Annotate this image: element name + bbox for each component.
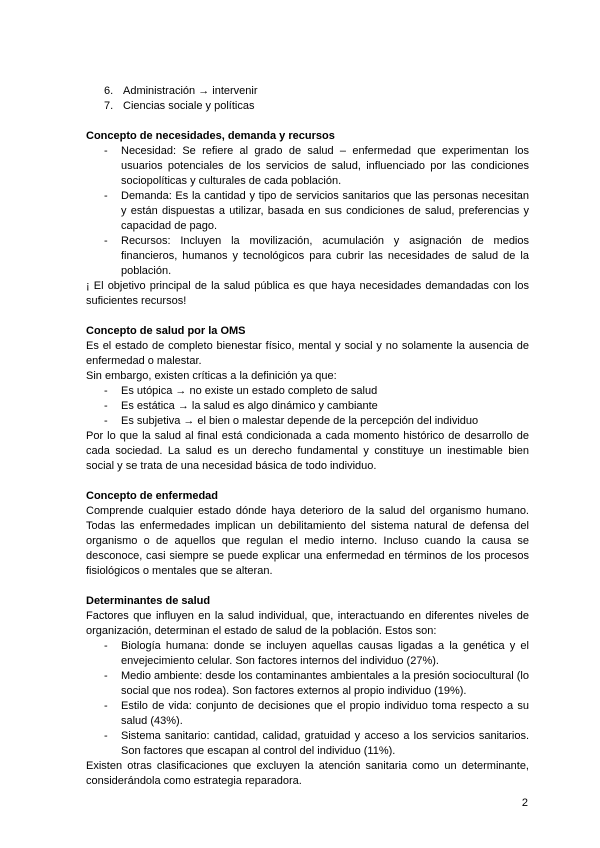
list-item <box>86 729 529 759</box>
dash-bullet: - <box>104 145 108 157</box>
page-number: 2 <box>521 797 528 809</box>
dash-bullet: - <box>104 385 108 397</box>
bullet-text: Medio ambiente: desde los contaminantes ambientales a la presión sociocultural (lo social que nos rodea). Son factores externos al propio individuo (19%). <box>121 670 529 697</box>
paragraph: Factores que influyen en la salud individual, que, interactuando en diferentes niveles de organización, determinan el estado de salud de la población. Estos son: <box>86 610 529 637</box>
numbered-list <box>86 84 529 114</box>
bullet-text: Recursos: Incluyen la movilización, acumulación y asignación de medios financieros, humanos y tecnológicos para cubrir las necesidades de salud de la población. <box>121 235 529 277</box>
paragraph: Comprende cualquier estado dónde haya deterioro de la salud del organismo humano. Todas las enfermedades implican un debilitamiento del sistema natural de defensa del organismo o de aquellos que regulan el medio interno. Incluso cuando la causa se desconoce, casi siempre se puede explicar una enfermedad en términos de los procesos fisiológicos o mentales que se alteran. <box>86 505 529 577</box>
bullet-text: Es estática → la salud es algo dinámico y cambiante <box>121 400 378 412</box>
paragraph: Sin embargo, existen críticas a la definición ya que: <box>86 370 337 382</box>
dash-bullet: - <box>104 700 108 712</box>
list-item <box>86 144 529 189</box>
bullet-list-criticas <box>86 384 529 429</box>
section-heading-salud-oms: Concepto de salud por la OMS <box>86 325 246 337</box>
dash-bullet: - <box>104 190 108 202</box>
paragraph: Es el estado de completo bienestar físico, mental y social y no solamente la ausencia de enfermedad o malestar. <box>86 340 529 367</box>
dash-bullet: - <box>104 415 108 427</box>
bullet-list-necesidades <box>86 144 529 279</box>
list-item <box>86 399 529 414</box>
list-item <box>86 669 529 699</box>
section-heading-enfermedad: Concepto de enfermedad <box>86 490 219 502</box>
bullet-list-determinantes <box>86 639 529 759</box>
section-heading-necesidades: Concepto de necesidades, demanda y recursos <box>86 130 335 142</box>
document-page <box>86 84 529 789</box>
list-number: 6. <box>104 85 114 97</box>
bullet-text: Es utópica → no existe un estado completo de salud <box>121 385 378 397</box>
list-item <box>86 699 529 729</box>
bullet-text: Biología humana: donde se incluyen aquellas causas ligadas a la genética y el envejecimiento celular. Son factores internos del individuo (27%). <box>121 640 529 667</box>
list-item <box>86 189 529 234</box>
list-item <box>86 84 529 99</box>
dash-bullet: - <box>104 235 108 247</box>
list-number: 7. <box>104 100 114 112</box>
list-item <box>86 639 529 669</box>
dash-bullet: - <box>104 640 108 652</box>
list-text: Administración → intervenir <box>123 85 258 97</box>
dash-bullet: - <box>104 400 108 412</box>
list-item <box>86 234 529 279</box>
bullet-text: Necesidad: Se refiere al grado de salud – enfermedad que experimentan los usuarios potenciales de los servicios de salud, influenciado por las condiciones sociopolíticas y culturales de cada población. <box>121 145 529 187</box>
bullet-text: Sistema sanitario: cantidad, calidad, gratuidad y acceso a los servicios sanitarios. Son factores que escapan al control del individuo (11%). <box>121 730 529 757</box>
dash-bullet: - <box>104 670 108 682</box>
objective-note: ¡ El objetivo principal de la salud pública es que haya necesidades demandadas con los suficientes recursos! <box>86 280 529 307</box>
bullet-text: Estilo de vida: conjunto de decisiones que el propio individuo toma respecto a su salud (43%). <box>121 700 529 727</box>
section-heading-determinantes: Determinantes de salud <box>86 595 211 607</box>
paragraph: Existen otras clasificaciones que excluyen la atención sanitaria como un determinante, considerándola como estrategia reparadora. <box>86 760 529 787</box>
dash-bullet: - <box>104 730 108 742</box>
bullet-text: Es subjetiva → el bien o malestar depende de la percepción del individuo <box>121 415 479 427</box>
list-item <box>86 99 529 114</box>
list-item <box>86 384 529 399</box>
list-text: Ciencias sociale y políticas <box>123 100 255 112</box>
bullet-text: Demanda: Es la cantidad y tipo de servicios sanitarios que las personas necesitan y están dispuestas a utilizar, basada en sus condiciones de salud, preferencias y capacidad de pago. <box>121 190 529 232</box>
list-item <box>86 414 529 429</box>
paragraph: Por lo que la salud al final está condicionada a cada momento histórico de desarrollo de cada sociedad. La salud es un derecho fundamental y constituye un inestimable bien social y se trata de una necesidad básica de todo individuo. <box>86 430 529 472</box>
